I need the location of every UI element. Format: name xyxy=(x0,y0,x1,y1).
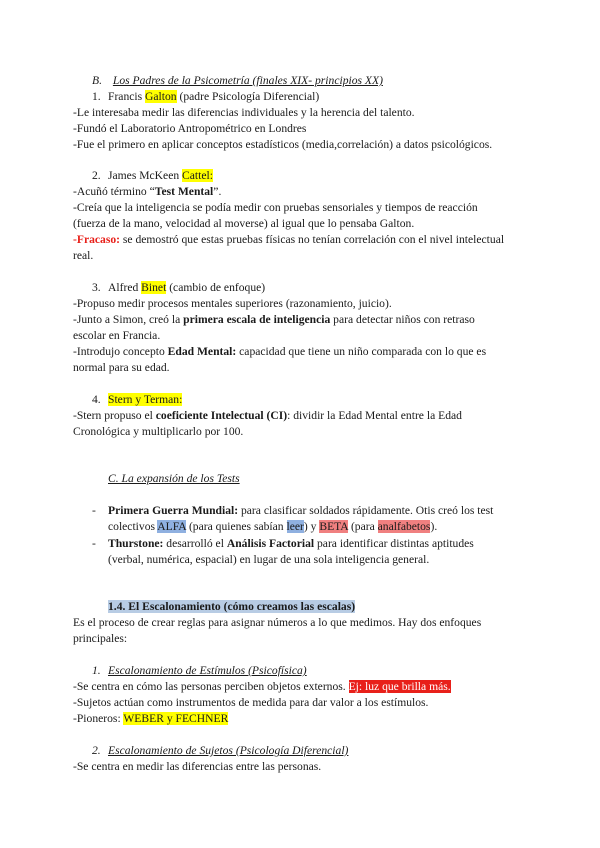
galton-post: (padre Psicología Diferencial) xyxy=(176,90,320,103)
binet-l4-bold: Edad Mental: xyxy=(167,345,237,358)
thurstone-line-1 xyxy=(108,536,474,551)
stern-line-2: Cronológica y multiplicarlo por 100. xyxy=(73,425,244,438)
estimulos-line-1 xyxy=(73,679,451,694)
estimulos-line-3 xyxy=(73,711,228,726)
cattel-l1-bold: Test Mental xyxy=(154,185,214,198)
stern-heading xyxy=(108,392,182,407)
galton-line-2: -Fundó el Laboratorio Antropométrico en Londres xyxy=(73,122,307,135)
gm-bold: Primera Guerra Mundial: xyxy=(108,504,241,517)
estimulos-line-2: -Sujetos actúan como instrumentos de medida para dar valor a los estímulos. xyxy=(73,696,429,709)
section-b-letter: B. xyxy=(92,74,102,87)
cattel-l1-pre: -Acuñó término “ xyxy=(73,185,155,198)
stern-number: 4. xyxy=(92,393,101,406)
stern-l1-post: : dividir la Edad Mental entre la Edad xyxy=(287,409,462,422)
binet-line-3: escolar en Francia. xyxy=(73,329,161,342)
gm2-mid1: (para quienes sabían xyxy=(186,520,287,533)
thurstone-bold-2: Análisis Factorial xyxy=(226,537,315,550)
gm-line-1 xyxy=(108,503,493,518)
section-1-4-heading: 1.4. El Escalonamiento (cómo creamos las escalas) xyxy=(108,600,356,613)
galton-name: Galton xyxy=(145,90,177,103)
stern-l1-bold: coeficiente Intelectual (CI) xyxy=(155,409,288,422)
thurstone-rest: para identificar distintas aptitudes xyxy=(314,537,474,550)
cattel-name: Cattel: xyxy=(182,169,213,182)
section-c-title: C. La expansión de los Tests xyxy=(108,472,240,485)
binet-name: Binet xyxy=(141,281,167,294)
bullet-gm: - xyxy=(92,504,96,517)
binet-heading xyxy=(108,280,265,295)
sujetos-number: 2. xyxy=(92,744,101,757)
cattel-pre: James McKeen xyxy=(108,169,183,182)
estimulos-example-highlight: Ej: luz que brilla más. xyxy=(348,680,451,693)
galton-line-1: -Le interesaba medir las diferencias individuales y la herencia del talento. xyxy=(73,106,415,119)
cattel-line-2: -Creía que la inteligencia se podía medir con pruebas sensoriales y tiempos de reacción xyxy=(73,201,478,214)
cattel-l4-rest: se demostró que estas pruebas físicas no tenían correlación con el nivel intelectual xyxy=(120,233,505,246)
galton-heading xyxy=(108,89,319,104)
binet-line-5: normal para su edad. xyxy=(73,361,170,374)
estimulos-l1-pre: -Se centra en cómo las personas perciben objetos externos. xyxy=(73,680,349,693)
cattel-fracaso-label: -Fracaso: xyxy=(73,233,120,246)
stern-name: Stern y Terman: xyxy=(108,393,183,406)
section-b-title: Los Padres de la Psicometría (finales XIX- principios XX) xyxy=(112,74,383,87)
stern-l1-pre: -Stern propuso el xyxy=(73,409,156,422)
gm2-mid3: (para xyxy=(348,520,378,533)
binet-l4-pre: -Introdujo concepto xyxy=(73,345,168,358)
galton-line-3: -Fue el primero en aplicar conceptos estadísticos (media,correlación) a datos psicológicos. xyxy=(73,138,493,151)
binet-l4-post: capacidad que tiene un niño comparada con lo que es xyxy=(236,345,487,358)
beta-highlight: BETA xyxy=(319,520,349,533)
binet-l2-bold: primera escala de inteligencia xyxy=(183,313,331,326)
sujetos-line-1: -Se centra en medir las diferencias entre las personas. xyxy=(73,760,322,773)
section-1-4-para-1: Es el proceso de crear reglas para asignar números a lo que medimos. Hay dos enfoques xyxy=(73,616,482,629)
cattel-heading xyxy=(108,168,213,183)
cattel-l1-post: ”. xyxy=(213,185,222,198)
cattel-number: 2. xyxy=(92,169,101,182)
section-1-4-para-2: principales: xyxy=(73,632,128,645)
binet-line-2 xyxy=(73,312,475,327)
analfabetos-highlight: analfabetos xyxy=(377,520,431,533)
stern-line-1 xyxy=(73,408,462,423)
gm2-mid2: ) y xyxy=(303,520,320,533)
estimulos-l3-pre: -Pioneros: xyxy=(73,712,124,725)
binet-pre: Alfred xyxy=(108,281,142,294)
galton-pre: Francis xyxy=(108,90,146,103)
binet-l2-pre: -Junto a Simon, creó la xyxy=(73,313,184,326)
galton-number: 1. xyxy=(92,90,101,103)
gm2-end: ). xyxy=(430,520,438,533)
binet-line-4 xyxy=(73,344,486,359)
gm-rest: para clasificar soldados rápidamente. Otis creó los test xyxy=(240,504,494,517)
gm-line-2 xyxy=(108,519,437,534)
estimulos-number: 1. xyxy=(92,664,101,677)
cattel-line-1 xyxy=(73,184,221,199)
section-1-4-title xyxy=(108,599,355,614)
binet-l2-post: para detectar niños con retraso xyxy=(330,313,475,326)
pioneros-highlight: WEBER y FECHNER xyxy=(123,712,229,725)
binet-post: (cambio de enfoque) xyxy=(166,281,266,294)
bullet-thurstone: - xyxy=(92,537,96,550)
sujetos-title: Escalonamiento de Sujetos (Psicología Diferencial) xyxy=(108,744,349,757)
gm2-pre: colectivos xyxy=(108,520,158,533)
binet-number: 3. xyxy=(92,281,101,294)
cattel-line-4 xyxy=(73,232,504,247)
section-b-heading xyxy=(92,73,383,88)
thurstone-mid: desarrolló el xyxy=(163,537,227,550)
alfa-highlight: ALFA xyxy=(157,520,187,533)
leer-highlight: leer xyxy=(286,520,304,533)
cattel-line-5: real. xyxy=(73,249,94,262)
thurstone-line-2: (verbal, numérica, espacial) en lugar de una sola inteligencia general. xyxy=(108,553,430,566)
cattel-line-3: (fuerza de la mano, velocidad al moverse) al igual que lo pensaba Galton. xyxy=(73,217,415,230)
estimulos-title: Escalonamiento de Estímulos (Psicofísica) xyxy=(108,664,307,677)
thurstone-bold: Thurstone: xyxy=(108,537,164,550)
binet-line-1: -Propuso medir procesos mentales superiores (razonamiento, juicio). xyxy=(73,297,392,310)
